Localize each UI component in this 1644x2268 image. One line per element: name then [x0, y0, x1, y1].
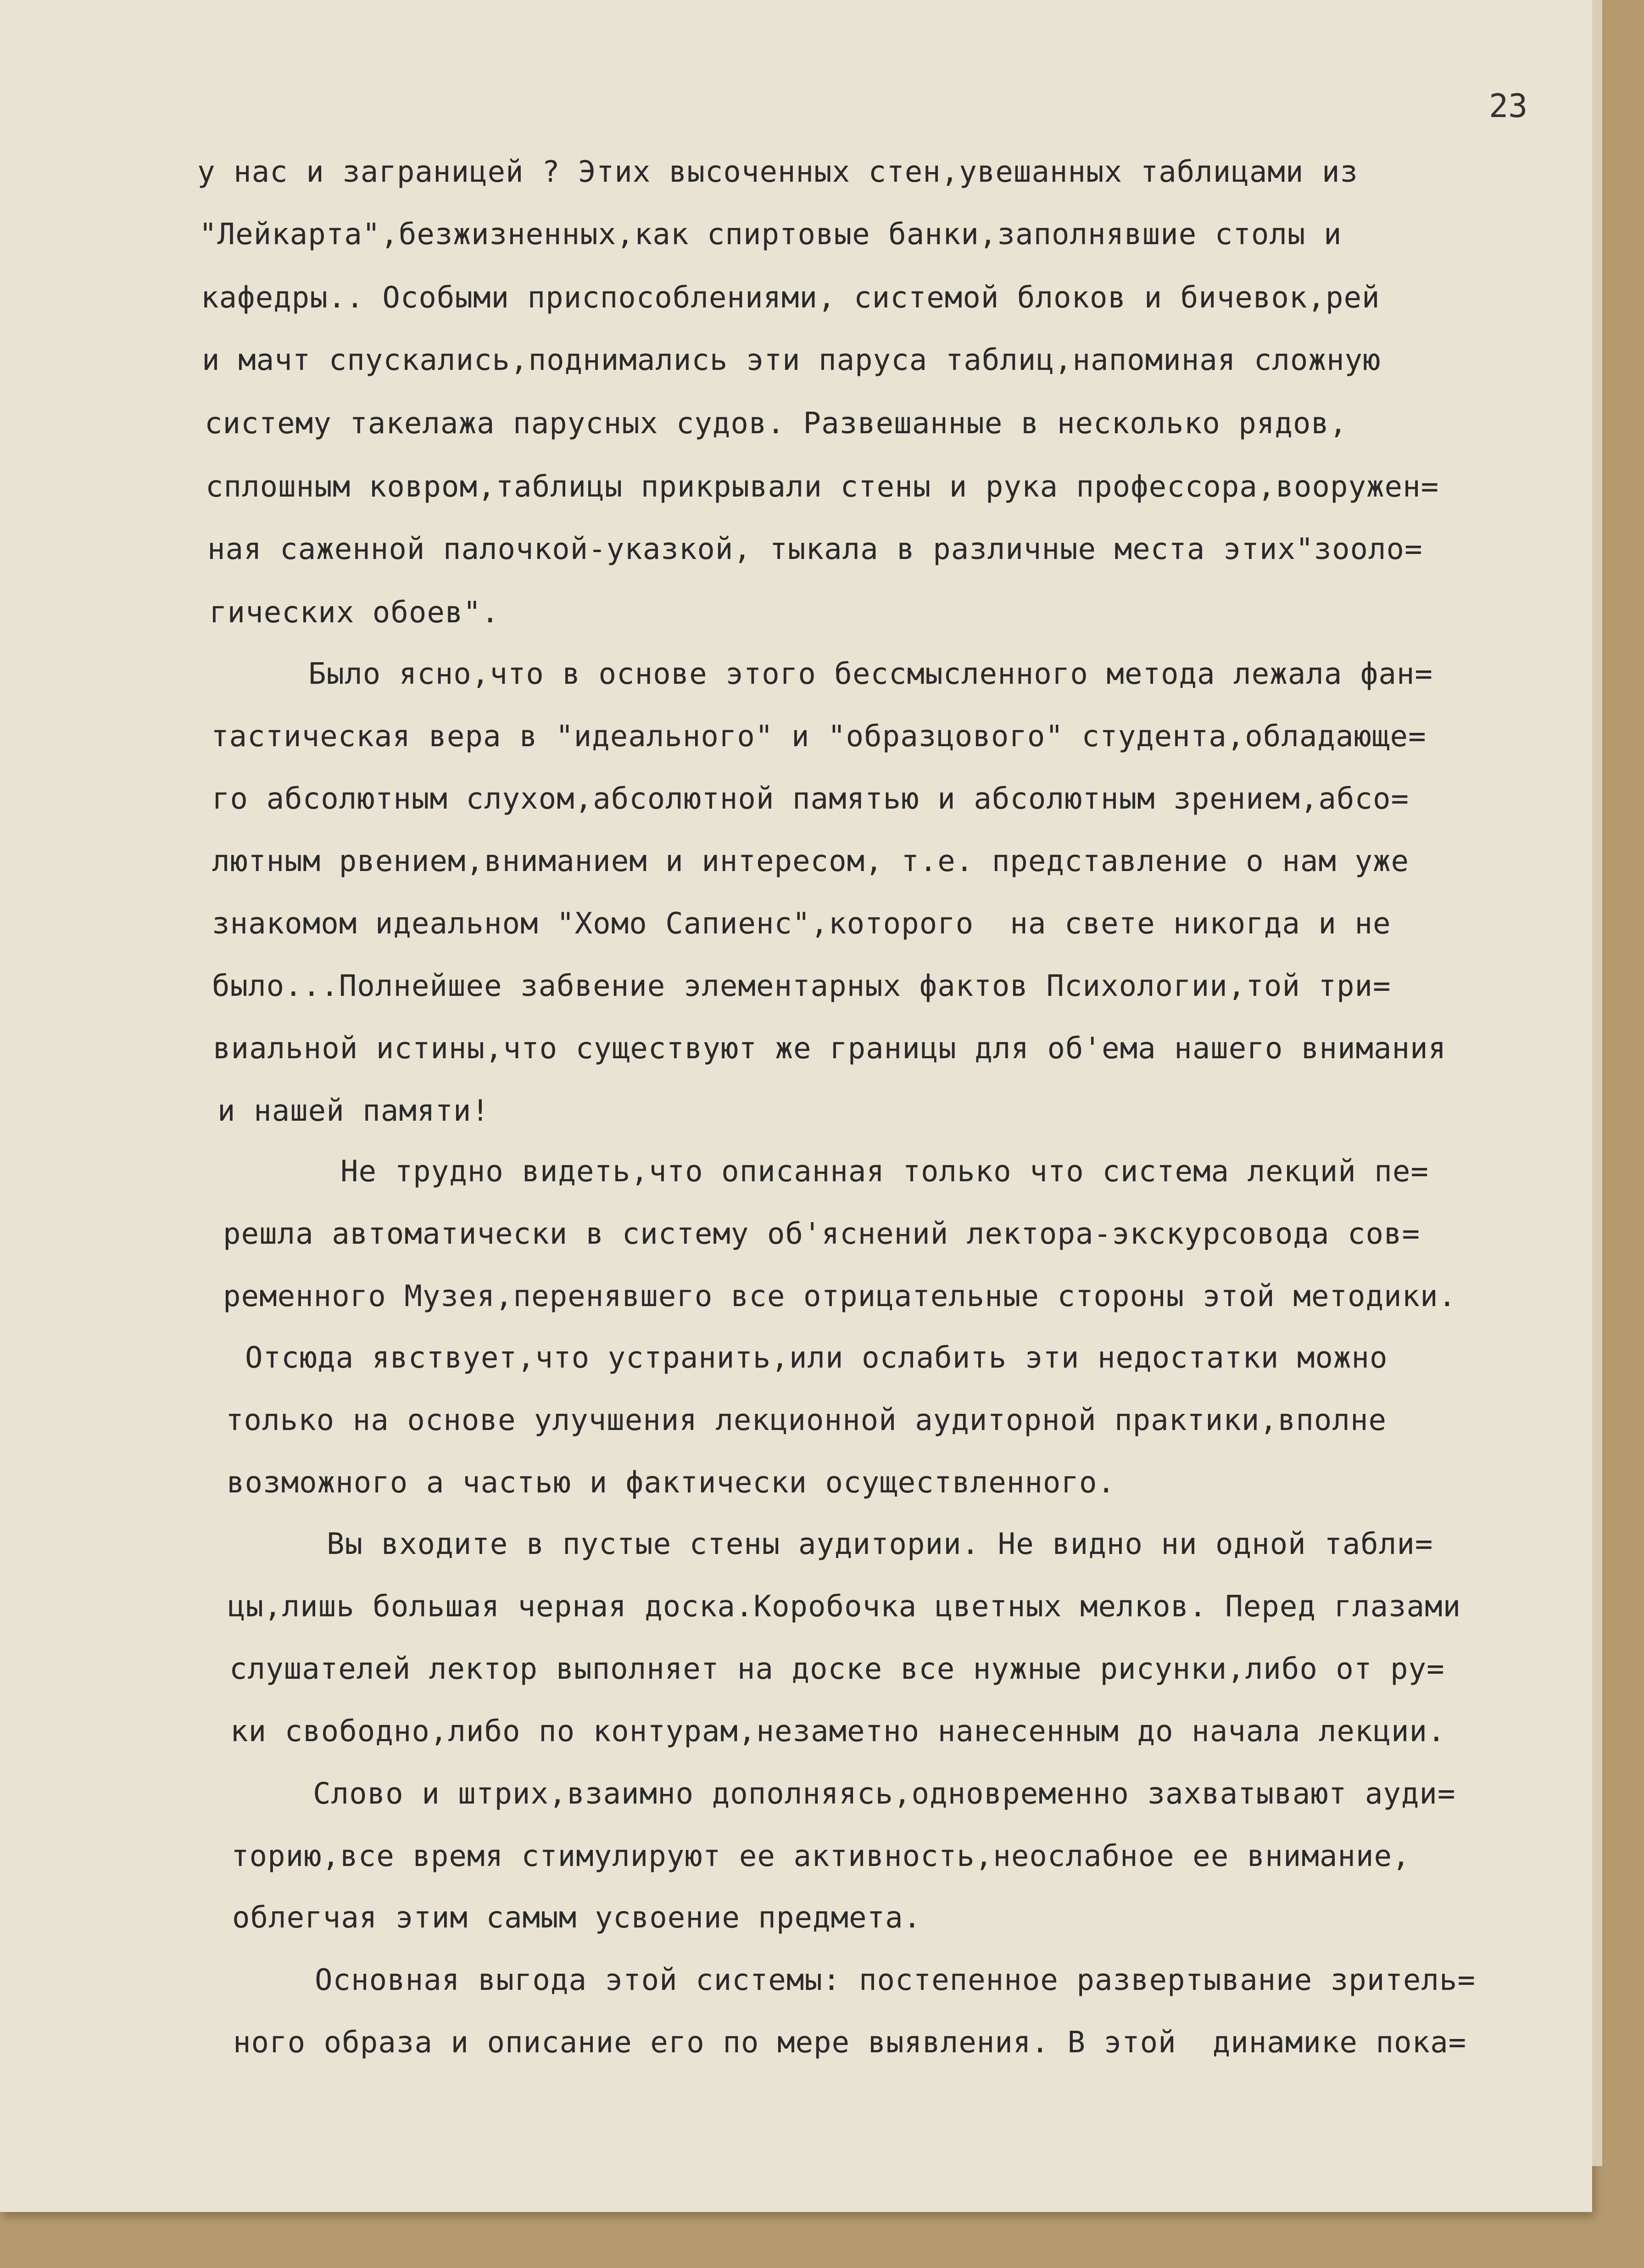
text-line: только на основе улучшения лекционной аудиторной практики,вполне	[226, 1403, 1387, 1437]
text-line: у нас и заграницей ? Этих высоченных стен,увешанных таблицами из	[197, 155, 1358, 189]
text-line: знакомом идеальном "Хомо Сапиенс",которого на свете никогда и не	[212, 907, 1391, 941]
text-line: виальной истины,что существуют же границы для об'ема нашего внимания	[213, 1032, 1447, 1066]
text-line: го абсолютным слухом,абсолютной памятью и абсолютным зрением,абсо=	[212, 782, 1410, 816]
text-line: систему такелажа парусных судов. Развешанные в несколько рядов,	[205, 407, 1348, 441]
text-line: облегчая этим самым усвоение предмета.	[232, 1901, 922, 1935]
text-line: слушателей лектор выполняет на доске все нужные рисунки,либо от ру=	[229, 1652, 1445, 1686]
text-line: торию,все время стимулируют ее активность,неослабное ее внимание,	[231, 1839, 1410, 1873]
text-line: сплошным ковром,таблицы прикрывали стены и рука профессора,вооружен=	[206, 470, 1439, 504]
text-line: возможного а частью и фактически осуществленного.	[227, 1466, 1116, 1500]
text-line: тастическая вера в "идеального" и "образцового" студента,обладающе=	[211, 720, 1427, 754]
text-line: ная саженной палочкой-указкой, тыкала в различные места этих"зооло=	[207, 532, 1423, 566]
text-line: цы,лишь большая черная доска.Коробочка цветных мелков. Перед глазами	[228, 1590, 1461, 1624]
text-line: ки свободно,либо по контурам,незаметно нанесенным до начала лекции.	[230, 1715, 1446, 1748]
text-line: лютным рвением,вниманием и интересом, т.е. представление о нам уже	[212, 844, 1410, 878]
text-line: Отсюда явствует,что устранить,или ослабить эти недостатки можно	[245, 1341, 1388, 1375]
text-line: решла автоматически в систему об'яснений лектора-экскурсовода сов=	[223, 1217, 1421, 1251]
text-line: Вы входите в пустые стены аудитории. Не видно ни одной табли=	[327, 1527, 1433, 1561]
text-line: кафедры.. Особыми приспособлениями, системой блоков и бичевок,рей	[201, 281, 1380, 315]
text-line: было...Полнейшее забвение элементарных фактов Психологии,той три=	[212, 969, 1391, 1003]
text-line: и мачт спускались,поднимались эти паруса таблиц,напоминая сложную	[202, 343, 1381, 377]
text-line: Было ясно,что в основе этого бессмысленного метода лежала фан=	[308, 657, 1433, 691]
text-line: ременного Музея,перенявшего все отрицательные стороны этой методики.	[223, 1279, 1457, 1313]
text-line: "Лейкарта",безжизненных,как спиртовые банки,заполнявшие столы и	[199, 218, 1342, 251]
text-line: гических обоев".	[209, 596, 500, 630]
page-number: 23	[1489, 87, 1528, 125]
text-line: Слово и штрих,взаимно дополняясь,одновременно захватывают ауди=	[313, 1777, 1456, 1811]
text-line: Не трудно видеть,что описанная только что система лекций пе=	[340, 1155, 1429, 1189]
text-line: и нашей памяти!	[217, 1094, 490, 1128]
text-line: ного образа и описание его по мере выявления. В этой динамике пока=	[233, 2026, 1467, 2060]
text-line: Основная выгода этой системы: постепенное развертывание зритель=	[315, 1963, 1476, 1997]
